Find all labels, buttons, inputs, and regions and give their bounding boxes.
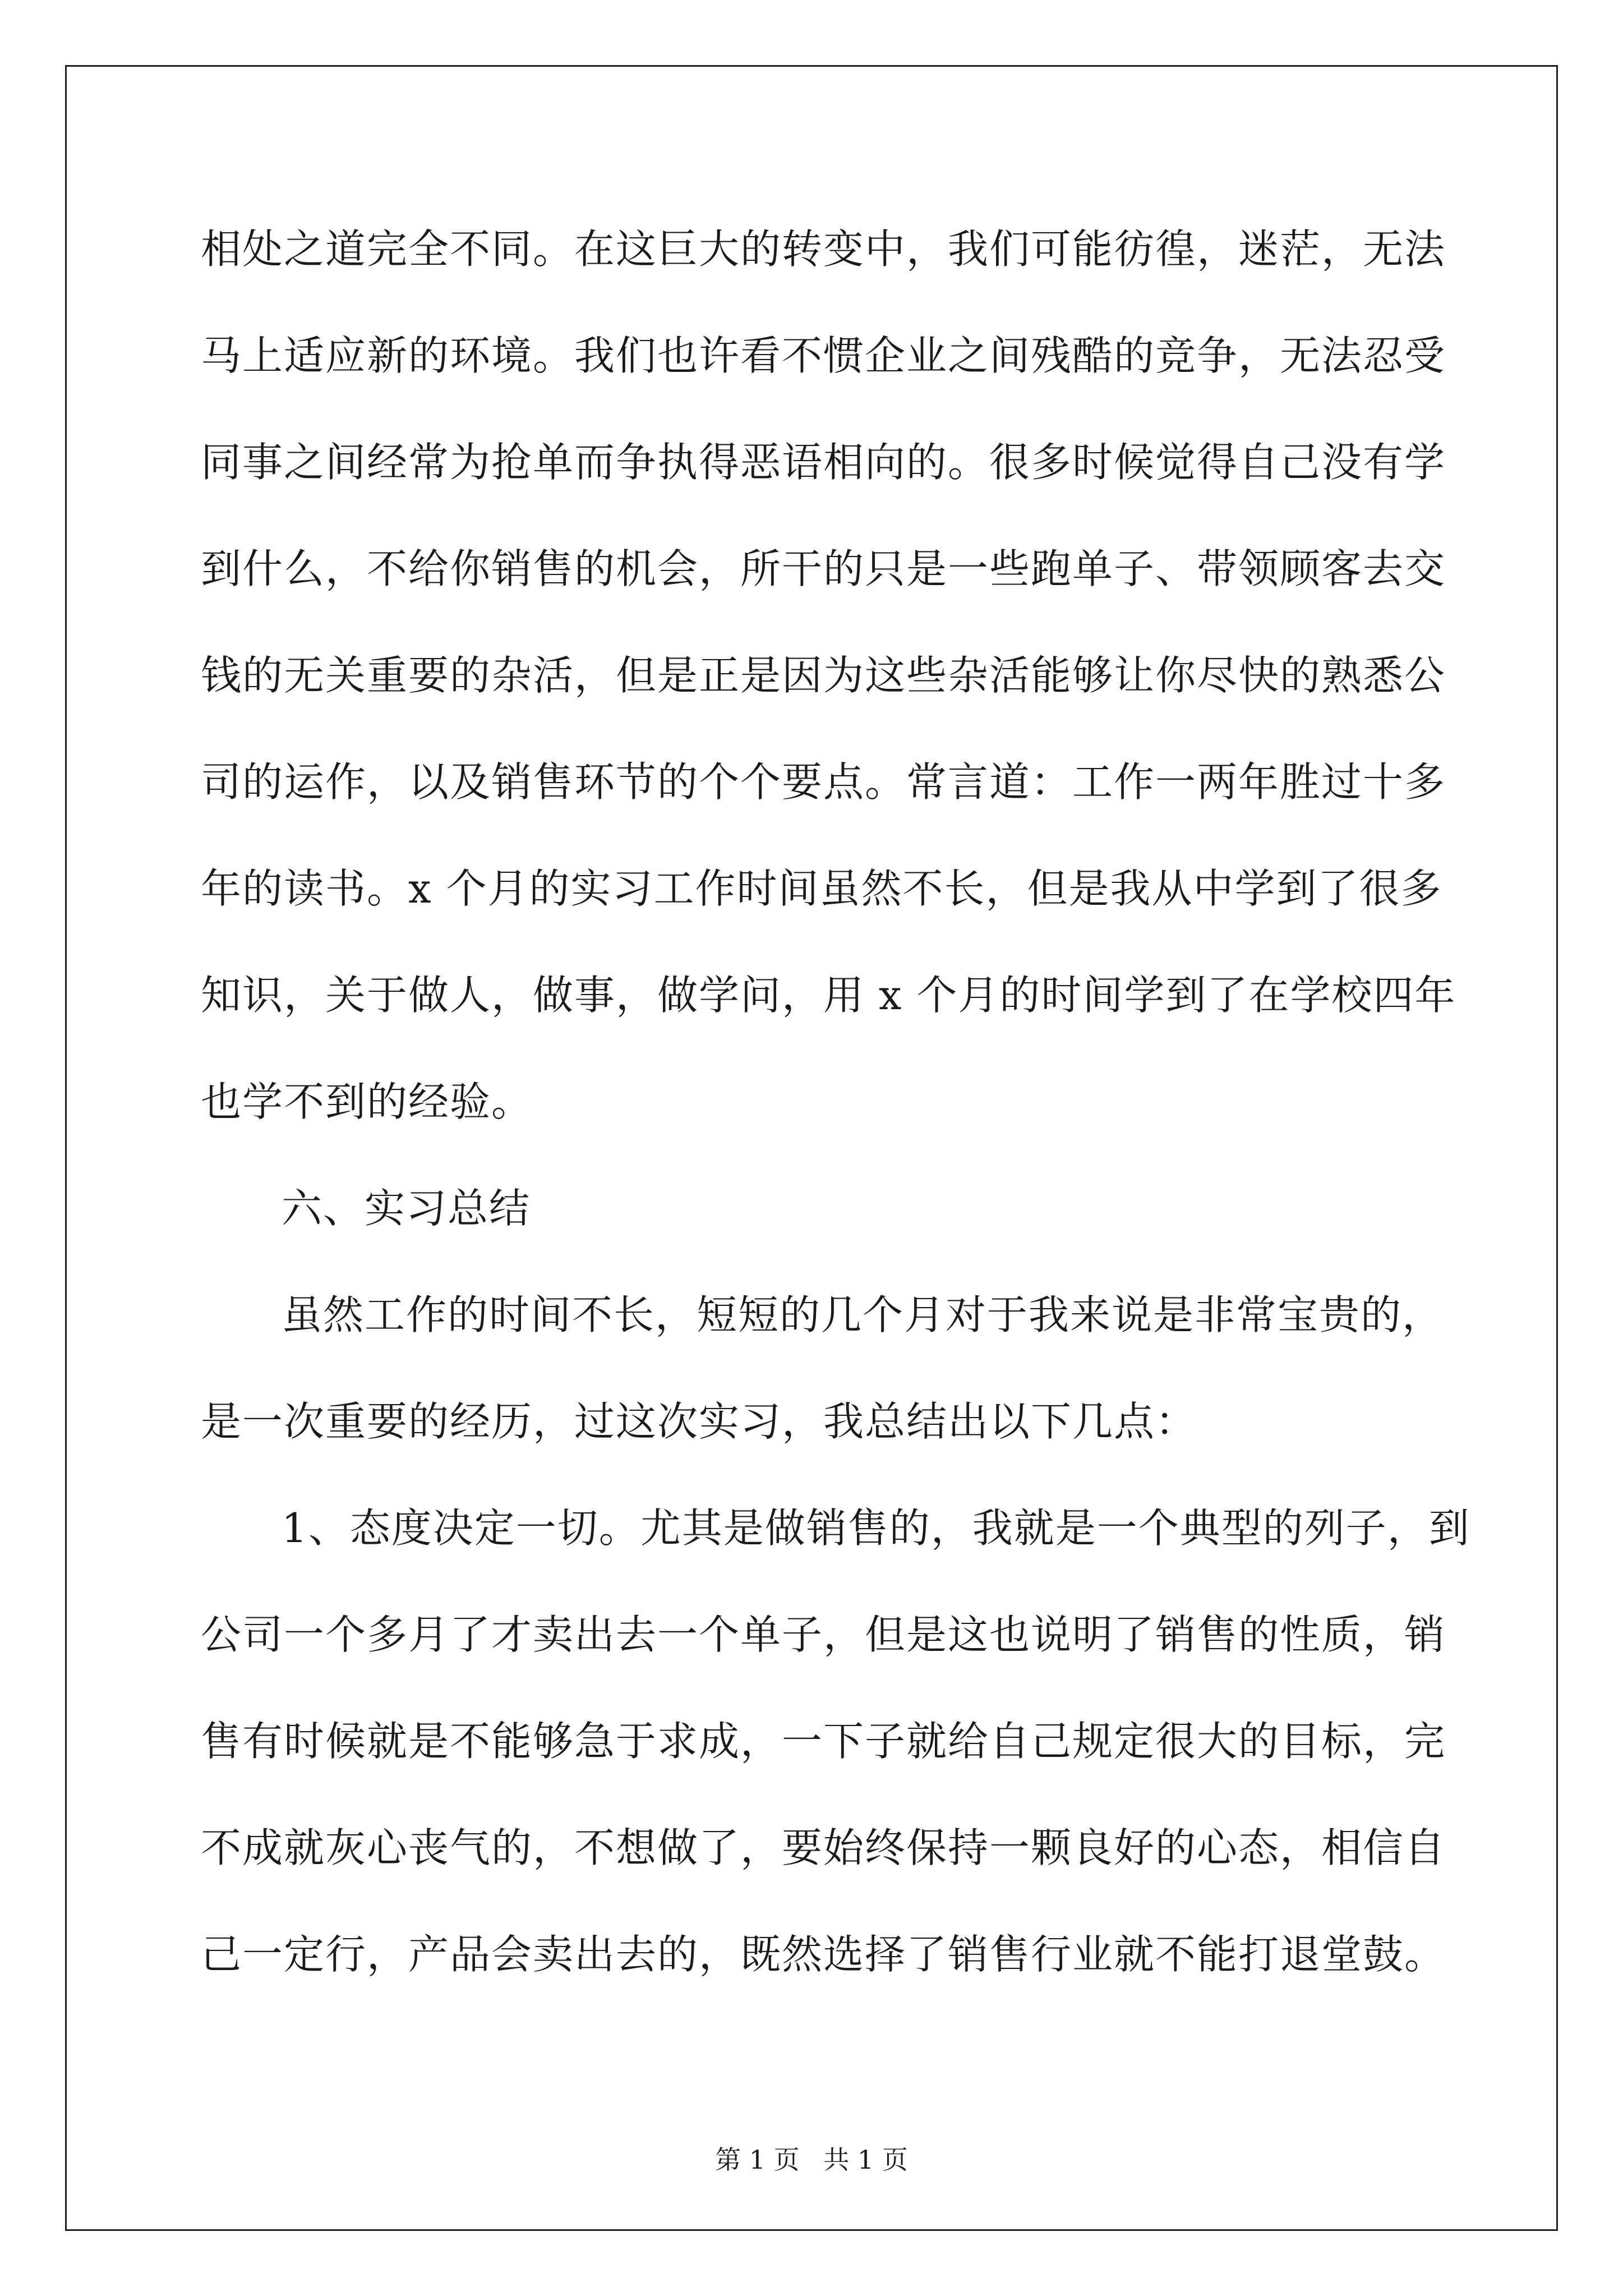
body-line: 马上适应新的环境。我们也许看不惯企业之间残酷的竞争，无法忍受 (201, 332, 1446, 379)
body-line: 钱的无关重要的杂活，但是正是因为这些杂活能够让你尽快的熟悉公 (201, 652, 1446, 699)
body-line: 年的读书。x 个月的实习工作时间虽然不长，但是我从中学到了很多 (201, 865, 1442, 912)
body-line: 售有时候就是不能够急于求成，一下子就给自己规定很大的目标，完 (201, 1718, 1446, 1765)
body-line: 虽然工作的时间不长，短短的几个月对于我来说是非常宝贵的， (282, 1291, 1444, 1338)
page-footer (0, 2143, 1623, 2177)
body-line: 也学不到的经验。 (201, 1078, 533, 1125)
page-number: 第 1 页 (715, 2145, 800, 2175)
body-line: 不成就灰心丧气的，不想做了，要始终保持一颗良好的心态，相信自 (201, 1824, 1446, 1871)
body-line: 知识，关于做人，做事，做学问，用 x 个月的时间学到了在学校四年 (201, 972, 1456, 1019)
body-line: 1、态度决定一切。尤其是做销售的，我就是一个典型的列子，到 (282, 1504, 1470, 1552)
section-heading: 六、实习总结 (282, 1185, 531, 1232)
body-line: 公司一个多月了才卖出去一个单子，但是这也说明了销售的性质，销 (201, 1611, 1446, 1658)
body-line: 同事之间经常为抢单而争执得恶语相向的。很多时候觉得自己没有学 (201, 439, 1446, 486)
page-total: 共 1 页 (823, 2145, 908, 2175)
body-line: 司的运作，以及销售环节的个个要点。常言道：工作一两年胜过十多 (201, 758, 1446, 806)
body-line: 相处之道完全不同。在这巨大的转变中，我们可能彷徨，迷茫，无法 (201, 226, 1446, 273)
page-border (65, 65, 1558, 2231)
body-line: 己一定行，产品会卖出去的，既然选择了销售行业就不能打退堂鼓。 (201, 1931, 1446, 1978)
body-line: 到什么，不给你销售的机会，所干的只是一些跑单子、带领顾客去交 (201, 545, 1446, 592)
body-line: 是一次重要的经历，过这次实习，我总结出以下几点： (201, 1398, 1197, 1445)
